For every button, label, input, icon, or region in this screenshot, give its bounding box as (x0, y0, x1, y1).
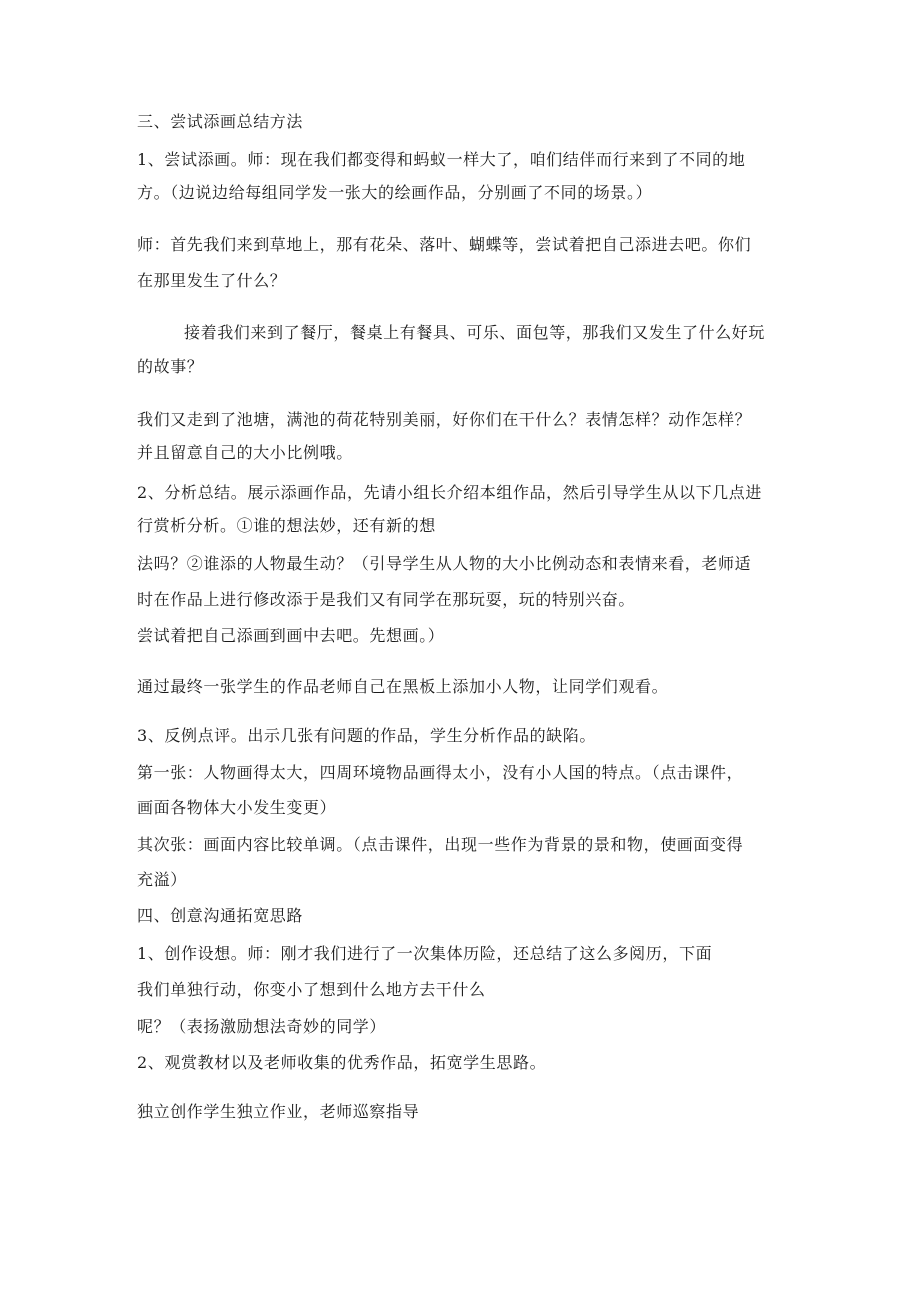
paragraph-line: 其次张：画面内容比较单调。（点击课件，出现一些作为背景的景和物，使画面变得 (137, 835, 744, 854)
paragraph-line: 第一张：人物画得太大，四周环境物品画得太小，没有小人国的特点。（点击课件， (137, 763, 744, 782)
paragraph-line: 方。（边说边给每组同学发一张大的绘画作品，分别画了不同的场景。） (137, 183, 653, 202)
paragraph-line: 行赏析分析。①谁的想法妙，还有新的想 (137, 516, 436, 535)
paragraph-line: 2、观赏教材以及老师收集的优秀作品，拓宽学生思路。 (137, 1053, 547, 1072)
paragraph-line: 1、创作设想。师：刚才我们进行了一次集体历险，还总结了这么多阅历，下面 (137, 944, 713, 963)
paragraph-line: 充溢） (137, 870, 187, 889)
paragraph-line: 师：首先我们来到草地上，那有花朵、落叶、蝴蝶等，尝试着把自己添进去吧。你们 (137, 235, 752, 254)
paragraph-line: 独立创作学生独立作业，老师巡察指导 (137, 1102, 420, 1121)
paragraph-line: 在那里发生了什么？ (137, 271, 287, 290)
paragraph-line: 2、分析总结。展示添画作品，先请小组长介绍本组作品，然后引导学生从以下几点进 (137, 483, 762, 502)
paragraph-line: 画面各物体大小发生变更） (137, 798, 337, 817)
paragraph-line: 通过最终一张学生的作品老师自己在黑板上添加小人物，让同学们观看。 (137, 677, 669, 696)
paragraph-line: 1、尝试添画。师：现在我们都变得和蚂蚁一样大了，咱们结伴而行来到了不同的地 (137, 150, 746, 169)
paragraph-line: 尝试着把自己添画到画中去吧。先想画。） (137, 626, 445, 645)
paragraph-line: 时在作品上进行修改添于是我们又有同学在那玩耍，玩的特别兴奋。 (137, 590, 636, 609)
paragraph-line: 呢？（表扬激励想法奇妙的同学） (137, 1017, 387, 1036)
section-heading-3: 三、尝试添画总结方法 (137, 112, 304, 131)
paragraph-line: 我们单独行动，你变小了想到什么地方去干什么 (137, 980, 486, 999)
paragraph-line: 我们又走到了池塘，满池的荷花特别美丽，好你们在干什么？表情怎样？动作怎样？ (137, 410, 752, 429)
paragraph-line: 的故事？ (137, 357, 204, 376)
paragraph-line: 法吗？②谁添的人物最生动？（引导学生从人物的大小比例动态和表情来看，老师适 (137, 554, 752, 573)
paragraph-line: 并且留意自己的大小比例哦。 (137, 443, 353, 462)
paragraph-line: 接着我们来到了餐厅，餐桌上有餐具、可乐、面包等，那我们又发生了什么好玩 (184, 323, 766, 342)
paragraph-line: 3、反例点评。出示几张有问题的作品，学生分析作品的缺陷。 (137, 726, 596, 745)
section-heading-4: 四、创意沟通拓宽思路 (137, 906, 304, 925)
